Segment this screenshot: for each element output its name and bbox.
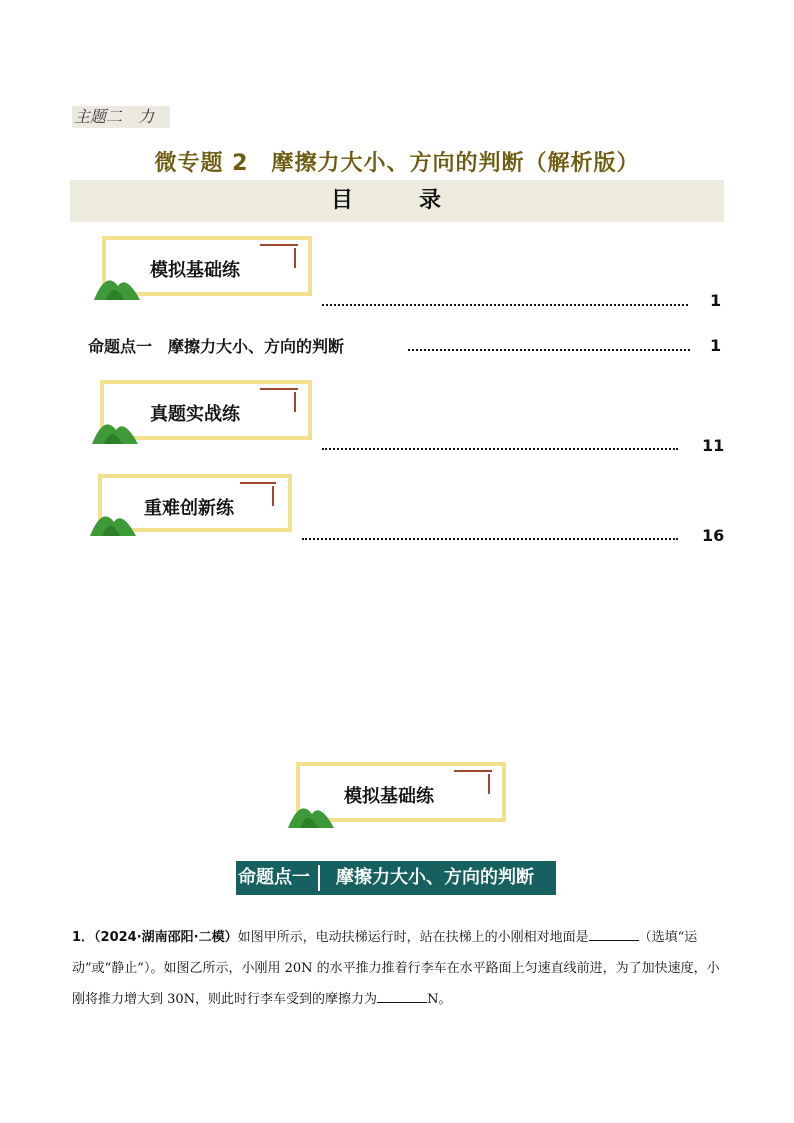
point-heading xyxy=(236,861,556,895)
toc-leader xyxy=(408,349,690,351)
toc-badge-real[interactable] xyxy=(90,380,312,444)
toc-leader xyxy=(322,448,678,450)
toc-badge-basic[interactable] xyxy=(92,236,312,300)
point-title: 摩擦力大小、方向的判断 xyxy=(336,867,534,888)
answer-blank-2[interactable] xyxy=(377,989,427,1003)
toc-badge-hard[interactable] xyxy=(88,474,292,536)
toc-heading: 目 录 xyxy=(330,188,463,213)
answer-blank-1[interactable] xyxy=(589,927,639,941)
mountain-icon xyxy=(286,792,336,828)
toc-page-number: 1 xyxy=(710,336,722,355)
question-text-2: （选填“运动”或“静止”）。如图乙所示，小刚用 20N 的水平推力推着行李车在水平路面上匀速直线前进，为了加快速度，小刚将推力增大到 30N，则此时行李车受到的摩擦力为 xyxy=(72,930,720,1007)
toc-badge-label: 重难创新练 xyxy=(144,498,234,519)
question-number: 1． xyxy=(72,930,95,945)
mountain-icon xyxy=(92,264,142,300)
page-title: 微专题 2 摩擦力大小、方向的判断（解析版） xyxy=(154,151,640,176)
subject-label: 主题二 力 xyxy=(72,106,170,128)
toc-badge-label: 真题实战练 xyxy=(150,404,240,425)
toc-page-number: 11 xyxy=(702,436,725,455)
toc-leader xyxy=(302,538,678,540)
section-badge-label: 模拟基础练 xyxy=(344,786,434,807)
mountain-icon xyxy=(90,408,140,444)
section-badge xyxy=(286,762,506,828)
question-source: （2024·湖南邵阳·二模） xyxy=(94,930,238,945)
toc-page-number: 1 xyxy=(710,291,722,310)
question-text-1: 如图甲所示，电动扶梯运行时，站在扶梯上的小刚相对地面是 xyxy=(237,930,589,945)
question-text-3: N。 xyxy=(427,992,452,1007)
mountain-icon xyxy=(88,500,138,536)
toc-entry-point-one[interactable]: 命题点一 摩擦力大小、方向的判断 xyxy=(88,337,345,356)
point-number: 命题点一 xyxy=(238,867,310,888)
question-1 xyxy=(72,922,722,1015)
toc-badge-label: 模拟基础练 xyxy=(150,260,240,281)
toc-page-number: 16 xyxy=(702,526,725,545)
toc-leader xyxy=(322,304,688,306)
point-divider xyxy=(318,865,320,891)
